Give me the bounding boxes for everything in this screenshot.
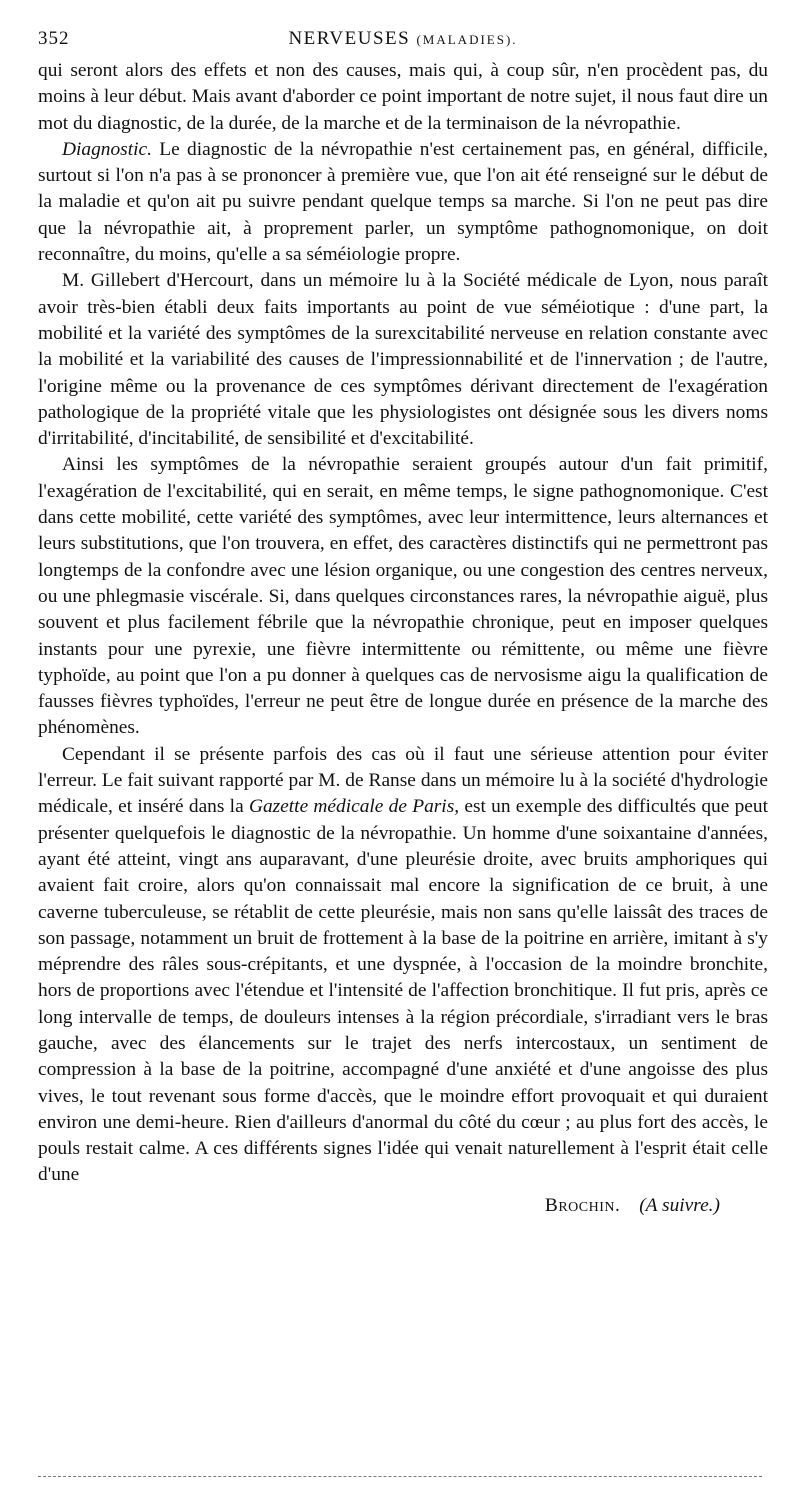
document-page <box>38 22 768 1219</box>
footer-divider <box>38 1476 762 1477</box>
to-be-continued: (A suivre.) <box>639 1194 720 1216</box>
page-number: 352 <box>38 28 70 49</box>
running-title-sub: (MALADIES). <box>416 32 518 47</box>
paragraph-diagnostic <box>38 137 768 268</box>
running-title-main: NERVEUSES <box>288 28 411 49</box>
author-name: Brochin. <box>544 1194 621 1216</box>
article-body <box>38 58 768 1189</box>
paragraph-case-report-b: est un exemple des difficultés que peut présenter quelquefois le diagnostic de la névropathie. Un homme d'une soixantaine d'années, ayant été atteint, vingt ans auparavant, d'une pleurésie droite, avec bruits amphoriques qui avaient fait croire, alors qu'on connaissait mal encore la signification de ce bruit, à une caverne tuberculeuse, se rétablit de cette pleurésie, mais non sans qu'elle laissât des traces de son passage, notamment un bruit de frottement à la base de la poitrine en arrière, imitant à s'y méprendre des râles sous-crépitants, et une dyspnée, à l'occasion de la moindre bronchite, hors de proportions avec l'étendue et l'intensité de l'affection bronchitique. Il fut pris, après ce long intervalle de temps, de douleurs intenses à la région précordiale, s'irradiant vers le bras gauche, avec des élancements sur le trajet des nerfs intercostaux, un sentiment de compression à la base de la poitrine, accompagné d'une anxiété et d'une angoisse des plus vives, le tout revenant sous forme d'accès, que le moindre effort provoquait et qui duraient environ une demi-heure. Rien d'ailleurs d'anormal du côté du cœur ; au plus fort des accès, le pouls restait calme. A ces différents signes l'idée qui venait naturellement à l'esprit était celle d'une <box>38 796 768 1186</box>
signature-line <box>38 1193 768 1219</box>
paragraph-diagnostic-text: Le diagnostic de la névropathie n'est certainement pas, en général, difficile, surtout si l'on n'a pas à se prononcer à première vue, que l'on ait été renseigné sur le début de la maladie et qu'on ait pu suivre pendant quelque temps sa marche. Si l'on ne peut pas dire que la névropathie ait, à proprement parler, un symptôme pathognomonique, on doit reconnaître, du moins, qu'elle a sa séméiologie propre. <box>38 138 768 266</box>
section-lead-diagnostic: Diagnostic. <box>62 138 152 160</box>
paragraph-symptoms: Ainsi les symptômes de la névropathie seraient groupés autour d'un fait primitif, l'exagération de l'excitabilité, qui en serait, en même temps, le signe pathognomonique. C'est dans cette mobilité, cette variété des symptômes, avec leur intermittence, leurs alternances et leurs substitutions, que l'on trouvera, en effet, des caractères distinctifs qui ne permettront pas longtemps de la confondre avec une lésion organique, ou une congestion des centres nerveux, ou une phlegmasie viscérale. Si, dans quelques circonstances rares, la névropathie aiguë, plus souvent et plus facilement fébrile que la névropathie chronique, peut en imposer quelques instants pour une pyrexie, une fièvre intermittente ou rémittente, ou même une fièvre typhoïde, au point que l'on a pu donner à quelques cas de nervosisme aigu la qualification de fausses fièvres typhoïdes, l'erreur ne peut être de longue durée en présence de la marche des phénomènes. <box>38 454 768 739</box>
journal-title: Gazette médicale de Paris, <box>248 796 460 818</box>
paragraph-case-report-a: Cependant il se présente parfois des cas où il faut une sérieuse attention pour éviter l'erreur. Le fait suivant rapporté par M. de Ranse dans un mémoire lu à la société d'hydrologie médicale, et inséré dans la <box>38 743 768 818</box>
running-title <box>38 28 768 50</box>
paragraph-case-report <box>38 742 768 1189</box>
paragraph-continuation: qui seront alors des effets et non des causes, mais qui, à coup sûr, n'en procèdent pas, du moins à leur début. Mais avant d'aborder ce point important de notre sujet, il nous faut dire un mot du diagnostic, de la durée, de la marche et de la terminaison de la névropathie. <box>38 60 768 134</box>
paragraph-gillebert: M. Gillebert d'Hercourt, dans un mémoire lu à la Société médicale de Lyon, nous paraît avoir très-bien établi deux faits importants au point de vue séméiotique : d'une part, la mobilité et la variété des symptômes de la surexcitabilité nerveuse en relation constante avec la mobilité et la variabilité des causes de l'impressionnabilité et de l'innervation ; de l'autre, l'origine même ou la provenance de ces symptômes dérivant directement de l'exagération pathologique de la propriété vitale que les physiologistes ont désignée sous les divers noms d'irritabilité, d'incitabilité, de sensibilité et d'excitabilité. <box>38 270 768 450</box>
page-header <box>38 22 768 58</box>
